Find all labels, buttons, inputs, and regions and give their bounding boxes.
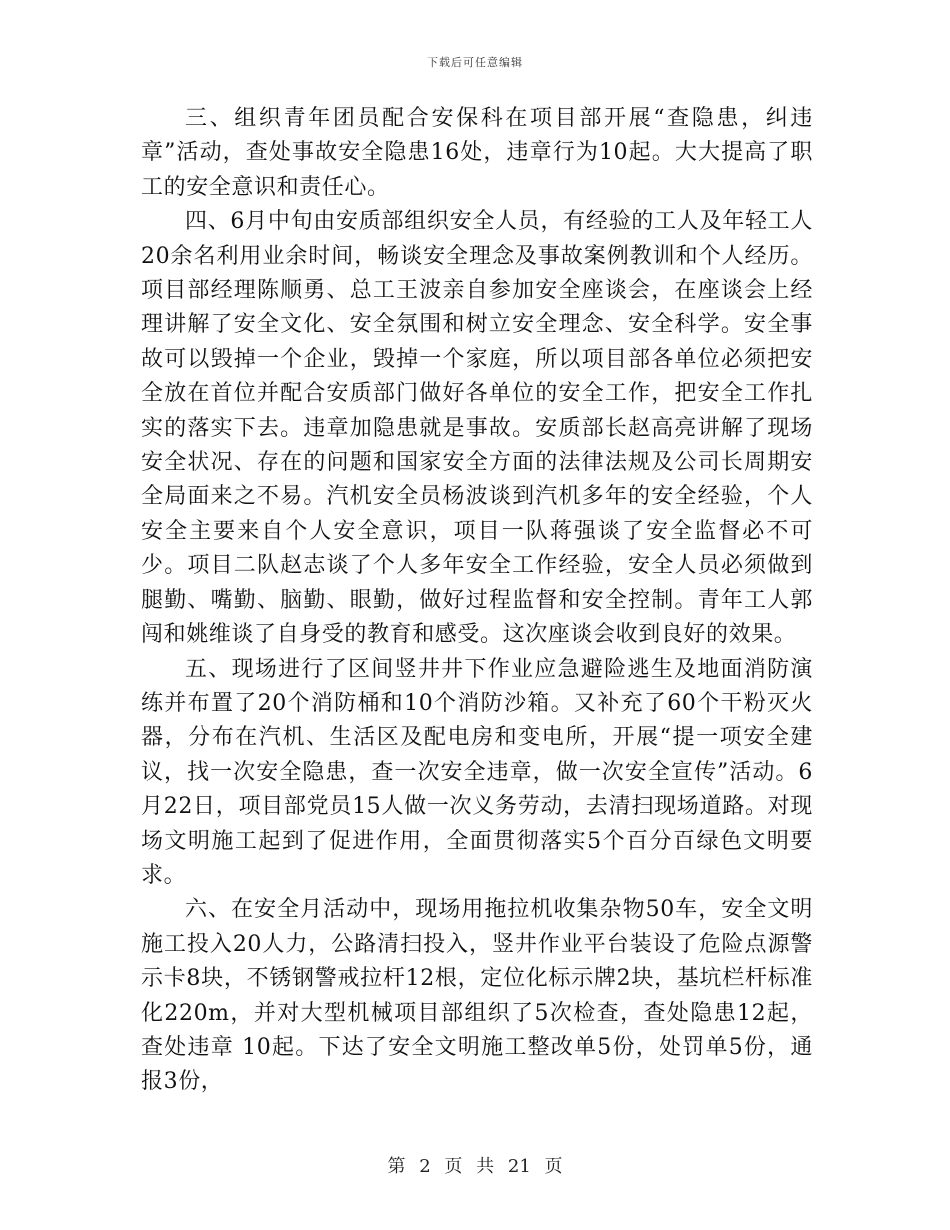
footer-current-page: 2 [419, 1156, 431, 1177]
paragraph-section-4: 四、6月中旬由安质部组织安全人员，有经验的工人及年轻工人20余名利用业余时间，畅谈安全理念及事故案例教训和个人经历。项目部经理陈顺勇、总工王波亲自参加安全座谈会，在座谈会上经理讲解了安全文化、安全氛围和树立安全理念、安全科学。安全事故可以毁掉一个企业，毁掉一个家庭，所以项目部各单位必须把安全放在首位并配合安质部门做好各单位的安全工作，把安全工作扎实的落实下去。违章加隐患就是事故。安质部长赵高亮讲解了现场安全状况、存在的问题和国家安全方面的法律法规及公司长周期安全局面来之不易。汽机安全员杨波谈到汽机多年的安全经验，个人安全主要来自个人安全意识，项目一队蒋强谈了安全监督必不可少。项目二队赵志谈了个人多年安全工作经验，安全人员必须做到腿勤、嘴勤、脑勤、眼勤，做好过程监督和安全控制。青年工人郭闯和姚维谈了自身受的教育和感受。这次座谈会收到良好的效果。 [141, 209, 813, 648]
footer-page-label: 页 [444, 1156, 463, 1177]
document-body [141, 102, 813, 1100]
page-footer [0, 1152, 950, 1178]
paragraph-section-5: 五、现场进行了区间竖井井下作业应急避险逃生及地面消防演练并布置了20个消防桶和10个消防沙箱。又补充了60个干粉灭火器，分布在汽机、生活区及配电房和变电所，开展“提一项安全建议，找一次安全隐患，查一次安全违章，做一次安全宣传”活动。6月22日，项目部党员15人做一次义务劳动，去清扫现场道路。对现场文明施工起到了促进作用，全面贯彻落实5个百分百绿色文明要求。 [141, 656, 813, 888]
footer-suffix: 页 [544, 1156, 563, 1177]
footer-prefix: 第 [387, 1156, 406, 1177]
page-header-note: 下载后可任意编辑 [427, 56, 523, 69]
footer-total-label: 共 [476, 1156, 495, 1177]
paragraph-section-6: 六、在安全月活动中，现场用拖拉机收集杂物50车，安全文明施工投入20人力，公路清扫投入，竖井作业平台装设了危险点源警示卡8块，不锈钢警戒拉杆12根，定位化标示牌2块，基坑栏杆标准化220m，并对大型机械项目部组织了5次检查，查处隐患12起，查处违章 10起。下达了安全文明施工整改单5份，处罚单5份，通报3份， [141, 897, 813, 1095]
paragraph-section-3: 三、组织青年团员配合安保科在项目部开展“查隐患，纠违章”活动，查处事故安全隐患16处，违章行为10起。大大提高了职工的安全意识和责任心。 [141, 106, 813, 200]
footer-total-pages: 21 [507, 1156, 531, 1177]
